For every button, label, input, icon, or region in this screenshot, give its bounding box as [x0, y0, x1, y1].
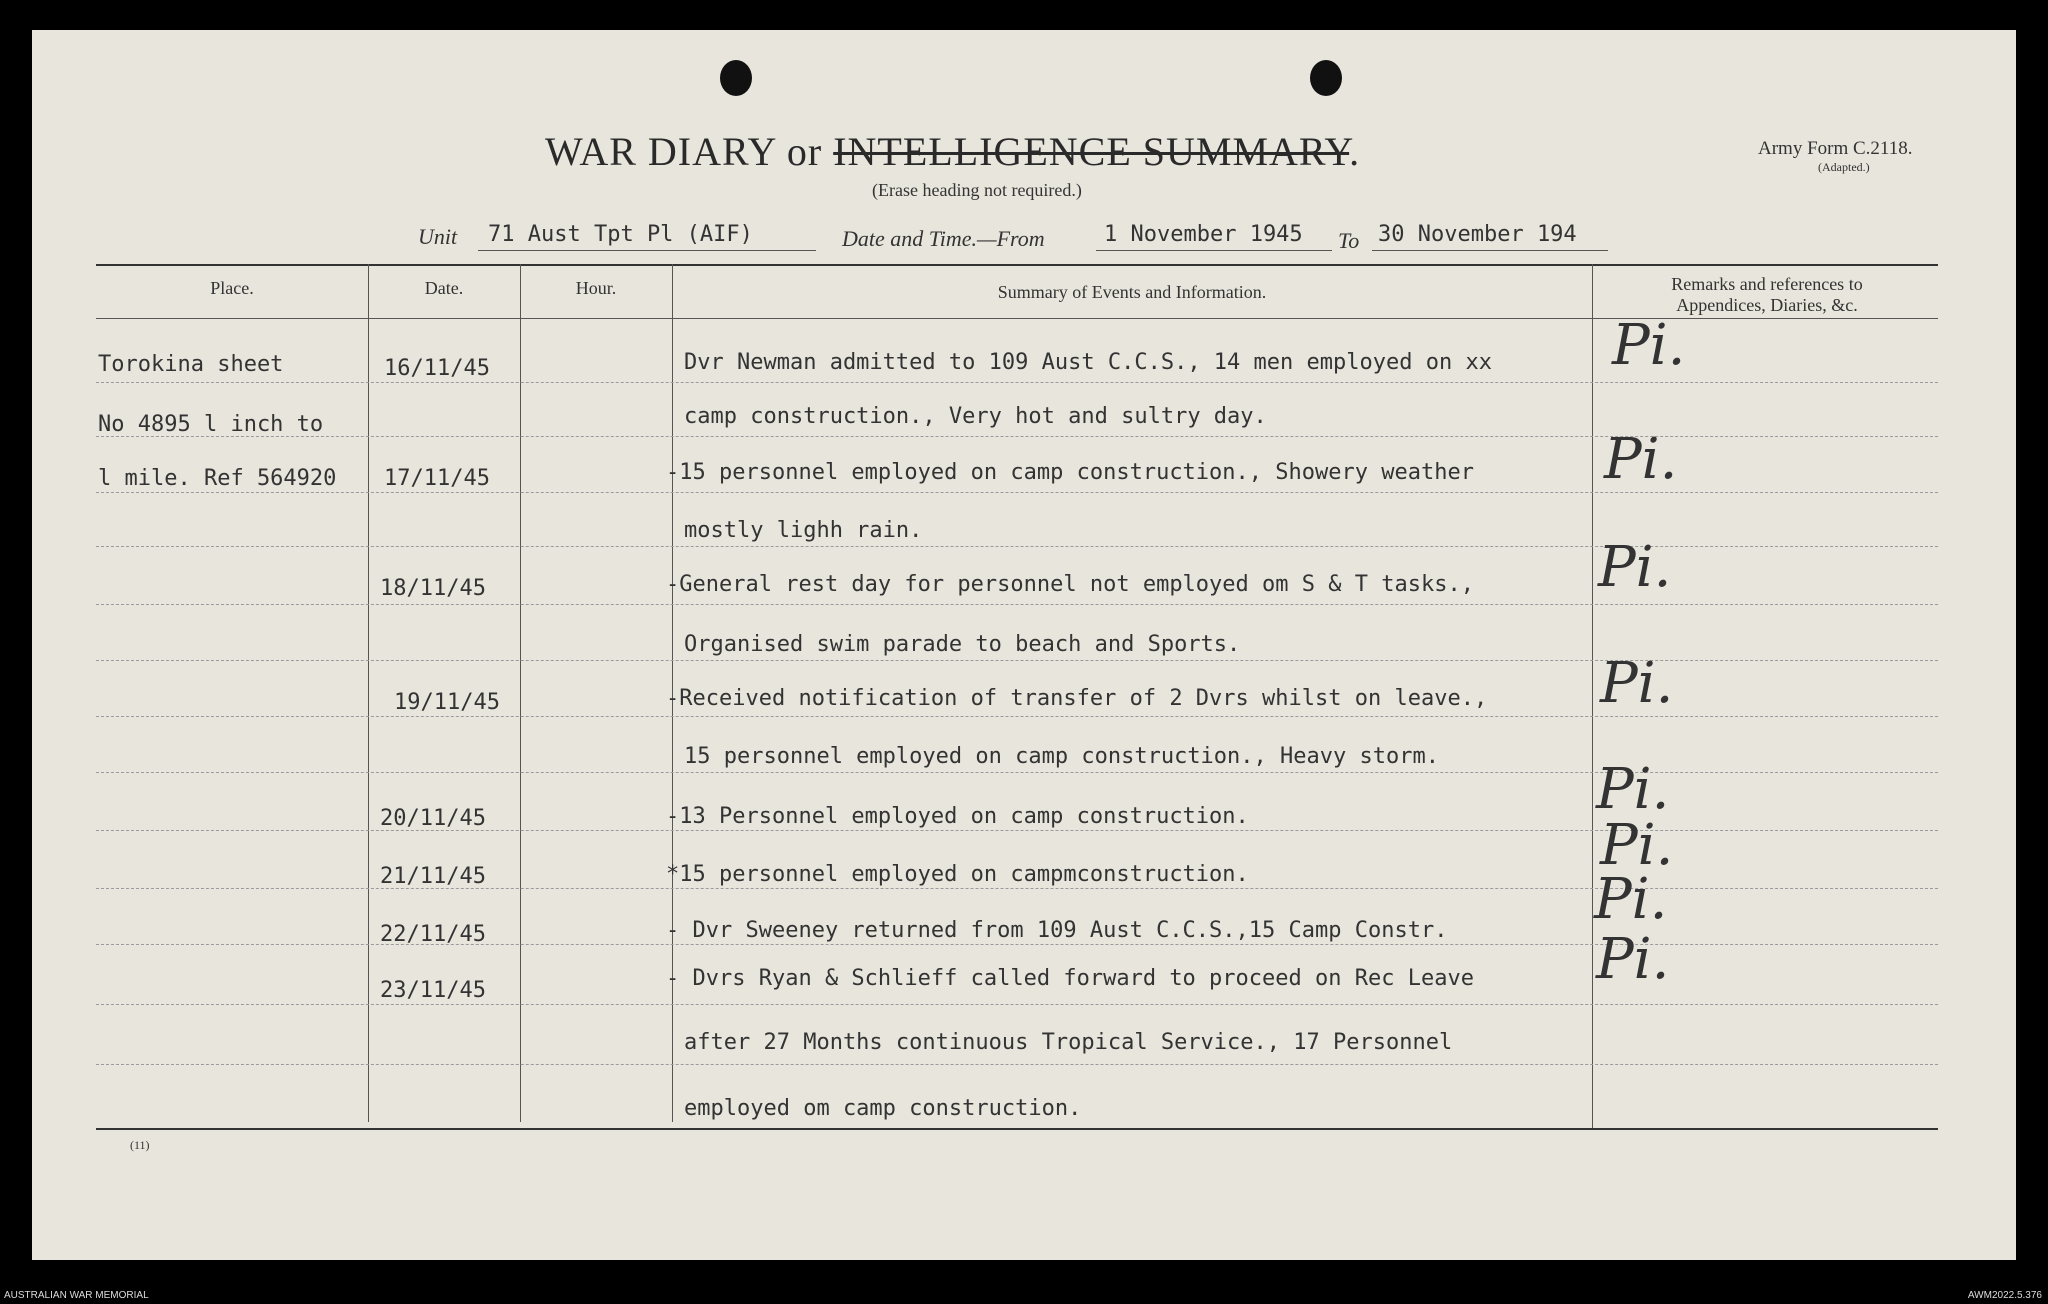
footer-accession-number: AWM2022.5.376 [1967, 1290, 2042, 1301]
summary-line: *15 personnel employed on campmconstruction. [666, 862, 1249, 887]
title-end: . [1349, 129, 1361, 174]
row-date: 21/11/45 [380, 864, 486, 889]
row-date: 18/11/45 [380, 576, 486, 601]
remarks-header-line1: Remarks and references to [1671, 274, 1863, 294]
row-date: 19/11/45 [394, 690, 500, 715]
title-struck: INTELLIGENCE SUMMARY [833, 129, 1350, 174]
summary-line: -General rest day for personnel not employed om S & T tasks., [666, 572, 1474, 597]
ruled-line [96, 1004, 1938, 1005]
to-label: To [1338, 228, 1360, 253]
column-divider [520, 264, 521, 1122]
table-top-border [96, 264, 1938, 266]
column-header-remarks [1596, 274, 1938, 316]
footer-credit: AUSTRALIAN WAR MEMORIAL [4, 1290, 149, 1301]
date-label: Date and Time.—From [842, 226, 1045, 251]
place-line: l mile. Ref 564920 [98, 466, 337, 491]
summary-line: Organised swim parade to beach and Sports. [684, 632, 1241, 657]
ruled-line [96, 604, 1938, 605]
page-title [545, 128, 1360, 175]
date-from-underline [1096, 250, 1332, 251]
ruled-line [96, 1064, 1938, 1065]
column-header-summary: Summary of Events and Information. [997, 282, 1267, 302]
date-to-underline [1372, 250, 1608, 251]
row-date: 23/11/45 [380, 978, 486, 1003]
date-to: 30 November 194 [1378, 222, 1577, 247]
table-bottom-border [96, 1128, 1938, 1130]
handwritten-initial: Pi. [1598, 535, 1672, 600]
ruled-line [96, 382, 1938, 383]
ruled-line [96, 492, 1938, 493]
ruled-line [96, 716, 1938, 717]
title-main: WAR DIARY or [545, 129, 823, 174]
column-header-place: Place. [210, 278, 254, 298]
unit-value: 71 Aust Tpt Pl (AIF) [488, 222, 753, 247]
handwritten-initial: Pi. [1600, 813, 1674, 878]
handwritten-initial: Pi. [1600, 651, 1674, 716]
column-header-date: Date. [424, 278, 464, 298]
summary-line: -13 Personnel employed on camp construction. [666, 804, 1249, 829]
summary-line: employed om camp construction. [684, 1096, 1082, 1121]
summary-line: -Received notification of transfer of 2 Dvrs whilst on leave., [666, 686, 1488, 711]
handwritten-initial: Pi. [1594, 867, 1668, 932]
summary-line: - Dvrs Ryan & Schlieff called forward to proceed on Rec Leave [666, 966, 1474, 991]
unit-label: Unit [418, 224, 458, 249]
row-date: 20/11/45 [380, 806, 486, 831]
army-form-number: Army Form C.2118. [1758, 138, 1913, 159]
handwritten-initial: Pi. [1596, 757, 1670, 822]
punch-hole [1310, 60, 1342, 96]
handwritten-initial: Pi. [1612, 313, 1686, 378]
summary-line: camp construction., Very hot and sultry day. [684, 404, 1267, 429]
column-divider [1592, 264, 1593, 1128]
row-date: 16/11/45 [384, 356, 490, 381]
unit-underline [478, 250, 816, 251]
place-line: Torokina sheet [98, 352, 284, 377]
adapted-note: (Adapted.) [1818, 160, 1870, 174]
erase-note: (Erase heading not required.) [872, 180, 1082, 200]
handwritten-initial: Pi. [1596, 927, 1670, 992]
row-date: 17/11/45 [384, 466, 490, 491]
form-number: (11) [130, 1138, 150, 1152]
summary-line: after 27 Months continuous Tropical Service., 17 Personnel [684, 1030, 1453, 1055]
column-divider [368, 264, 369, 1122]
summary-line: mostly lighh rain. [684, 518, 923, 543]
remarks-header-line2: Appendices, Diaries, &c. [1676, 295, 1858, 315]
date-from: 1 November 1945 [1104, 222, 1303, 247]
place-line: No 4895 l inch to [98, 412, 324, 437]
row-date: 22/11/45 [380, 922, 486, 947]
summary-line: Dvr Newman admitted to 109 Aust C.C.S., 14 men employed on xx [684, 350, 1492, 375]
column-header-hour: Hour. [575, 278, 617, 298]
summary-line: -15 personnel employed on camp construction., Showery weather [666, 460, 1474, 485]
punch-hole [720, 60, 752, 96]
handwritten-initial: Pi. [1604, 427, 1678, 492]
summary-line: 15 personnel employed on camp construction., Heavy storm. [684, 744, 1439, 769]
summary-line: - Dvr Sweeney returned from 109 Aust C.C.S.,15 Camp Constr. [666, 918, 1448, 943]
